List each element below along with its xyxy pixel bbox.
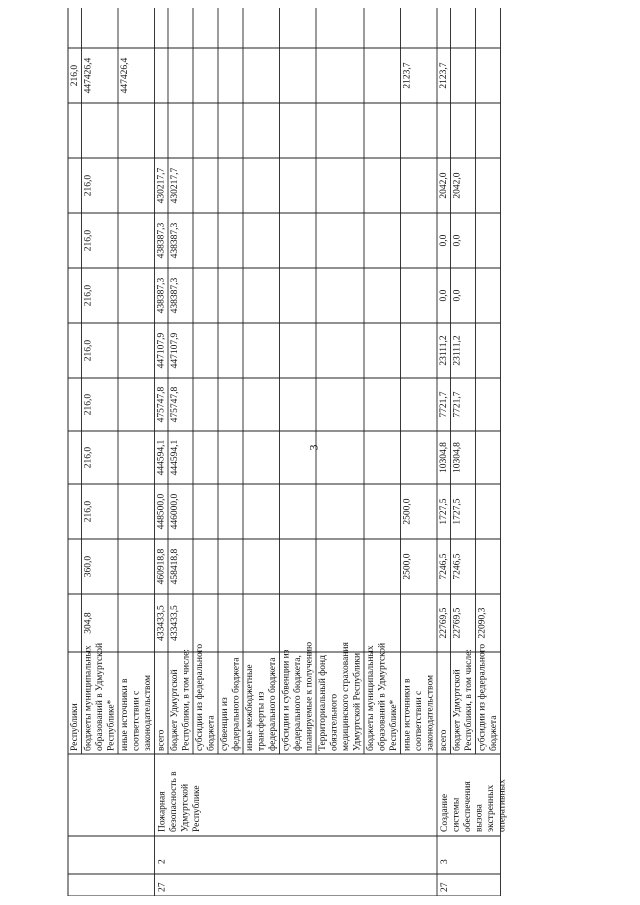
value-cell-1-0-1	[157, 548, 167, 584]
source-label-2-1-line: Республики, в том числе:	[464, 649, 474, 751]
value-cell-0-1-6	[84, 285, 94, 307]
source-label-1-3-line: федерального бюджета	[231, 657, 242, 751]
source-label-0-0-line: Республики	[70, 703, 80, 751]
source-label-1-7-line: бюджеты муниципальных	[366, 645, 376, 751]
value-cell-1-0-2	[157, 493, 167, 529]
source-label-1-7	[365, 643, 399, 751]
value-cell-2-0-2	[439, 498, 449, 524]
value-cell-2-1-8-line: 2042,0	[452, 172, 463, 199]
row-number-2-line: 27	[440, 882, 450, 892]
value-cell-0-1-6-line: 216,0	[83, 284, 94, 307]
value-cell-1-0-8	[157, 167, 167, 203]
program-name-1-line: Удмуртской	[180, 783, 191, 832]
value-cell-0-1-0	[84, 612, 94, 634]
value-cell-1-0-5	[157, 332, 167, 368]
program-name-1-line: Республике	[192, 785, 202, 832]
source-label-0-2	[120, 675, 153, 751]
source-label-1-4-line: трансферты из	[256, 691, 267, 751]
value-cell-1-0-0	[157, 605, 167, 641]
subrow-number-1-line: 2	[157, 859, 168, 864]
source-label-1-3-line: субвенции из	[220, 697, 230, 751]
source-label-1-4-line: иные межбюджетные	[245, 664, 255, 751]
value-cell-0-1-7-line: 216,0	[83, 229, 94, 252]
value-cell-2-1-6-line: 0,0	[452, 289, 463, 302]
last-col-cell-13-line: 2123,7	[439, 62, 449, 89]
source-label-1-0	[157, 729, 167, 751]
budget-table	[64, 8, 549, 896]
last-col-cell-3-line: 447426,4	[120, 57, 130, 94]
value-cell-1-0-7	[157, 222, 167, 258]
source-label-1-4-line: федерального бюджета	[268, 657, 278, 751]
source-label-1-3	[219, 657, 242, 751]
value-cell-1-0-5-line: 447107,9	[156, 332, 167, 369]
value-cell-1-1-0	[170, 605, 180, 641]
value-cell-1-1-3-line: 444594,1	[170, 439, 180, 476]
value-cell-2-1-4-line: 7721,7	[452, 391, 463, 418]
source-label-1-6-line: Удмуртской Республики	[352, 652, 363, 751]
program-name-2-line: обеспечения	[463, 781, 473, 832]
value-cell-2-1-7	[453, 234, 463, 246]
last-col-cell-2-line: 447426,4	[83, 57, 94, 94]
subrow-number-2-line: 3	[440, 859, 450, 864]
last-col-cell-12	[403, 62, 413, 88]
value-cell-1-8-2	[403, 498, 413, 524]
source-label-1-2-line: субсидии из федерального	[195, 643, 205, 751]
value-cell-2-0-3-line: 10304,8	[439, 442, 449, 473]
value-cell-2-2-0-line: 22090,3	[477, 607, 488, 639]
program-name-2	[440, 779, 508, 832]
source-label-1-5-line: субсидии и субвенции из	[281, 649, 292, 751]
source-label-1-8	[403, 675, 436, 751]
value-cell-1-8-1	[403, 553, 413, 579]
source-label-1-1-line: бюджет Удмуртской	[170, 669, 180, 751]
value-cell-1-1-1-line: 458418,8	[170, 548, 180, 585]
source-label-1-4	[244, 657, 278, 751]
value-cell-2-1-3	[453, 442, 463, 473]
source-label-1-8-line: законодательством	[425, 674, 436, 751]
value-cell-2-1-5	[453, 335, 463, 365]
value-cell-2-1-0-line: 22769,5	[452, 607, 463, 639]
value-cell-0-1-8-line: 216,0	[83, 174, 94, 197]
value-cell-1-8-1-line: 2500,0	[402, 553, 413, 580]
source-label-1-1	[169, 649, 192, 751]
value-cell-2-1-5-line: 23111,2	[452, 335, 463, 366]
value-cell-1-0-0-line: 433433,5	[156, 605, 167, 641]
source-label-1-8-line: соответствии с	[414, 690, 424, 751]
program-name-1	[158, 771, 203, 832]
value-cell-2-1-1	[453, 553, 463, 579]
program-name-2-line: Создание	[440, 793, 450, 832]
value-cell-0-1-2	[84, 501, 94, 523]
program-name-2-line: вызова	[474, 804, 485, 832]
source-label-1-5-line: планируемые к получению	[304, 641, 315, 751]
source-label-0-0	[69, 703, 80, 751]
value-cell-1-1-5-line: 447107,9	[170, 332, 180, 369]
value-cell-1-1-8	[170, 167, 180, 203]
source-label-2-0-line: всего	[439, 729, 449, 751]
value-cell-2-0-8-line: 2042,0	[439, 172, 449, 199]
last-col-cell-1-line: 216,0	[70, 64, 80, 87]
source-label-0-2-line: иные источники в	[120, 678, 130, 751]
value-cell-1-1-6	[170, 277, 180, 313]
value-cell-1-0-7-line: 438387,3	[156, 222, 167, 259]
source-label-1-5	[281, 642, 315, 751]
source-label-1-6-line: Территориальный фонд	[318, 655, 328, 751]
source-label-1-7-line: Республике*	[389, 699, 399, 751]
value-cell-2-0-5	[439, 335, 449, 365]
row-number-2	[440, 882, 450, 892]
value-cell-2-1-4	[453, 391, 463, 417]
row-number-1-line: 27	[157, 882, 168, 892]
value-cell-1-0-4	[157, 386, 167, 422]
source-label-1-6	[317, 642, 363, 751]
value-cell-2-2-0	[478, 607, 488, 638]
value-cell-1-8-2-line: 2500,0	[402, 498, 413, 525]
last-col-cell-1	[70, 65, 80, 87]
value-cell-0-1-7	[84, 230, 94, 252]
value-cell-1-1-5	[170, 332, 180, 368]
value-cell-2-0-0	[439, 607, 449, 638]
row-number-1	[158, 882, 168, 892]
value-cell-2-0-6	[439, 289, 449, 301]
value-cell-0-1-0-line: 304,8	[83, 612, 94, 634]
value-cell-1-0-3-line: 444594,1	[156, 439, 167, 476]
last-col-cell-3	[120, 57, 130, 93]
subrow-number-1	[158, 859, 168, 864]
value-cell-1-0-1-line: 460918,8	[156, 548, 167, 585]
source-label-1-0-line: всего	[156, 729, 167, 751]
value-cell-2-0-7-line: 0,0	[439, 234, 449, 247]
value-cell-1-0-8-line: 430217,7	[156, 167, 167, 204]
value-cell-2-1-2-line: 1727,5	[452, 498, 463, 525]
value-cell-2-1-6	[453, 289, 463, 301]
source-label-2-2-line: бюджета	[489, 715, 499, 751]
source-label-1-1-line: Республики, в том числе:	[181, 649, 192, 751]
value-cell-0-1-1	[84, 556, 94, 578]
value-cell-1-1-8-line: 430217,7	[170, 167, 180, 204]
value-cell-2-0-1	[439, 553, 449, 579]
value-cell-0-1-5-line: 216,0	[83, 339, 94, 362]
value-cell-2-0-6-line: 0,0	[439, 289, 449, 302]
value-cell-1-0-6-line: 438387,3	[156, 277, 167, 314]
source-label-1-2	[194, 644, 217, 751]
value-cell-1-1-1	[170, 548, 180, 584]
value-cell-2-0-0-line: 22769,5	[439, 607, 449, 639]
value-cell-2-0-1-line: 7246,5	[439, 553, 449, 580]
source-label-1-7-line: образований в Удмуртской	[377, 642, 388, 751]
subrow-number-2	[440, 859, 450, 864]
value-cell-2-1-8	[453, 172, 463, 198]
value-cell-1-1-0-line: 433433,5	[170, 605, 180, 641]
source-label-2-2-line: субсидии из федерального	[477, 643, 488, 751]
value-cell-0-1-4-line: 216,0	[83, 393, 94, 416]
value-cell-1-1-4-line: 475747,8	[170, 386, 180, 423]
value-cell-1-1-3	[170, 439, 180, 475]
source-label-0-1-line: образований в Удмуртской	[95, 642, 105, 751]
source-label-1-6-line: обязательного	[329, 693, 340, 751]
value-cell-0-1-5	[84, 340, 94, 362]
value-cell-0-1-3	[84, 447, 94, 469]
value-cell-1-1-2	[170, 493, 180, 529]
value-cell-0-1-2-line: 216,0	[83, 500, 94, 523]
last-col-cell-12-line: 2123,7	[402, 62, 413, 89]
value-cell-2-1-1-line: 7246,5	[452, 553, 463, 580]
last-col-cell-2	[84, 57, 94, 93]
value-cell-2-0-8	[439, 172, 449, 198]
value-cell-0-1-8	[84, 175, 94, 197]
source-label-0-1-line: бюджеты муниципальных	[83, 645, 94, 751]
source-label-1-5-line: федерального бюджета,	[293, 655, 303, 751]
program-name-1-line: Пожарная	[157, 791, 168, 832]
source-label-1-6-line: медицинского страхования	[341, 642, 351, 751]
program-name-2-line: экстренных	[486, 784, 496, 832]
value-cell-1-0-2-line: 448500,0	[156, 493, 167, 530]
program-name-1-line: безопасность в	[169, 771, 179, 832]
value-cell-0-1-4	[84, 394, 94, 416]
value-cell-2-1-7-line: 0,0	[452, 234, 463, 247]
value-cell-1-1-7-line: 438387,3	[170, 222, 180, 259]
value-cell-2-1-2	[453, 498, 463, 524]
program-name-2-line: оперативных	[497, 779, 508, 832]
value-cell-2-0-7	[439, 234, 449, 246]
value-cell-2-0-3	[439, 442, 449, 473]
source-label-0-2-line: соответствии с	[131, 690, 142, 751]
value-cell-1-1-7	[170, 222, 180, 258]
value-cell-2-0-4-line: 7721,7	[439, 391, 449, 418]
source-label-0-1	[83, 643, 117, 751]
source-label-1-8-line: иные источники в	[402, 678, 413, 751]
value-cell-1-1-6-line: 438387,3	[170, 277, 180, 314]
value-cell-2-1-0	[453, 607, 463, 638]
value-cell-2-1-3-line: 10304,8	[452, 442, 463, 473]
last-col-cell-13	[439, 62, 449, 88]
source-label-2-0	[439, 729, 449, 751]
budget-table-grid	[64, 8, 549, 896]
value-cell-1-0-3	[157, 439, 167, 475]
value-cell-1-1-2-line: 446000,0	[170, 493, 180, 530]
page-number: 3	[306, 444, 321, 451]
source-label-0-2-line: законодательством	[143, 674, 153, 751]
value-cell-1-0-4-line: 475747,8	[156, 386, 167, 423]
value-cell-2-0-2-line: 1727,5	[439, 498, 449, 525]
source-label-0-1-line: Республике*	[106, 699, 117, 751]
source-label-2-1-line: бюджет Удмуртской	[452, 669, 463, 751]
source-label-2-1	[452, 649, 475, 751]
value-cell-2-0-4	[439, 391, 449, 417]
value-cell-0-1-3-line: 216,0	[83, 446, 94, 469]
program-name-2-line: системы	[451, 797, 462, 832]
value-cell-1-0-6	[157, 277, 167, 313]
value-cell-1-1-4	[170, 386, 180, 422]
value-cell-2-0-5-line: 23111,2	[439, 335, 449, 366]
value-cell-0-1-1-line: 360,0	[83, 555, 94, 578]
source-label-2-2	[477, 644, 500, 751]
source-label-1-2-line: бюджета	[206, 715, 217, 751]
